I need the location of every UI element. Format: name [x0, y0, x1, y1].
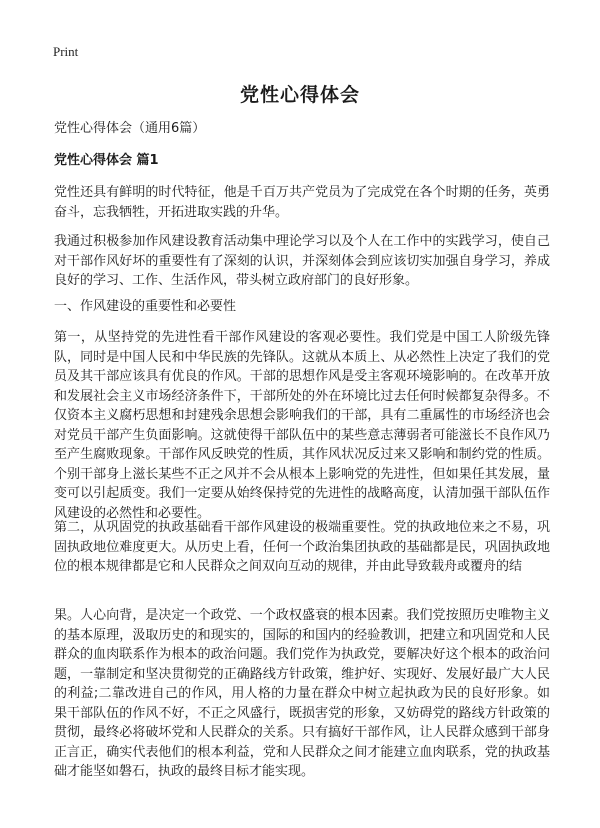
- section-heading: 党性心得体会 篇1: [54, 153, 159, 168]
- paragraph: 我通过积极参加作风建设教育活动集中理论学习以及个人在工作中的实践学习，使自己对干部作风好坏的重要性有了深刻的认识，并深刻体会到应该切实加强自身学习，养成良好的学习、工作、生活作风，带头树立政府部门的良好形象。: [54, 234, 550, 288]
- paragraph: 第一，从坚持党的先进性看干部作风建设的客观必要性。我们党是中国工人阶级先锋队，同时是中国人民和中华民族的先锋队。这就从本质上、从必然性上决定了我们的党员及其干部应该具有优良的作风。干部的思想作风是受主客观环境影响的。在改革开放和发展社会主义市场经济条件下，干部所处的外在环境比过去任何时候都复杂得多。不仅资本主义腐朽思想和封建残余思想会影响我们的干部，具有二重属性的市场经济也会对党员干部产生负面影响。这就使得干部队伍中的某些意志薄弱者可能滋长不良作风乃至产生腐败现象。干部作风反映党的性质，其作风状况反过来又影响和制约党的性质。个别干部身上滋长某些不正之风并不会从根本上影响党的先进性，但如果任其发展，量变可以引起质变。我们一定要从始终保持党的先进性的战略高度，认清加强干部队伍作风建设的必然性和必要性。: [54, 330, 550, 521]
- print-label: Print: [53, 44, 79, 59]
- paragraph: 果。人心向背，是决定一个政党、一个政权盛衰的根本因素。我们党按照历史唯物主义的基本原理，汲取历史的和现实的，国际的和国内的经验教训，把建立和巩固党和人民群众的血肉联系作为根本的政治问题。我们党作为执政党，要解决好这个根本的政治问题，一靠制定和坚决贯彻党的正确路线方针政策，维护好、实现好、发展好最广大人民的利益;二靠改进自己的作风，用人格的力量在群众中树立起执政为民的良好形象。如果干部队伍的作风不好，不正之风盛行，既损害党的形象，又妨碍党的路线方针政策的贯彻，最终必将破坏党和人民群众的关系。只有搞好干部作风，让人民群众感到干部身正言正，确实代表他们的根本利益，党和人民群众之间才能建立血肉联系，党的执政基础才能坚如磐石，执政的最终目标才能实现。: [54, 608, 550, 779]
- document-subtitle: 党性心得体会（通用6篇）: [54, 121, 206, 136]
- document-title: 党性心得体会: [239, 84, 360, 106]
- paragraph: 党性还具有鲜明的时代特征，他是千百万共产党员为了完成党在各个时期的任务，英勇奋斗，忘我牺牲，开拓进取实践的升华。: [54, 185, 550, 220]
- paragraph: 第二，从巩固党的执政基础看干部作风建设的极端重要性。党的执政地位来之不易，巩固执政地位难度更大。从历史上看，任何一个政治集团执政的基础都是民，巩固执政地位的根本规律都是它和人民群众之间双向互动的规律，并由此导致载舟或覆舟的结: [54, 520, 550, 574]
- subsection-heading: 一、作风建设的重要性和必要性: [54, 299, 237, 314]
